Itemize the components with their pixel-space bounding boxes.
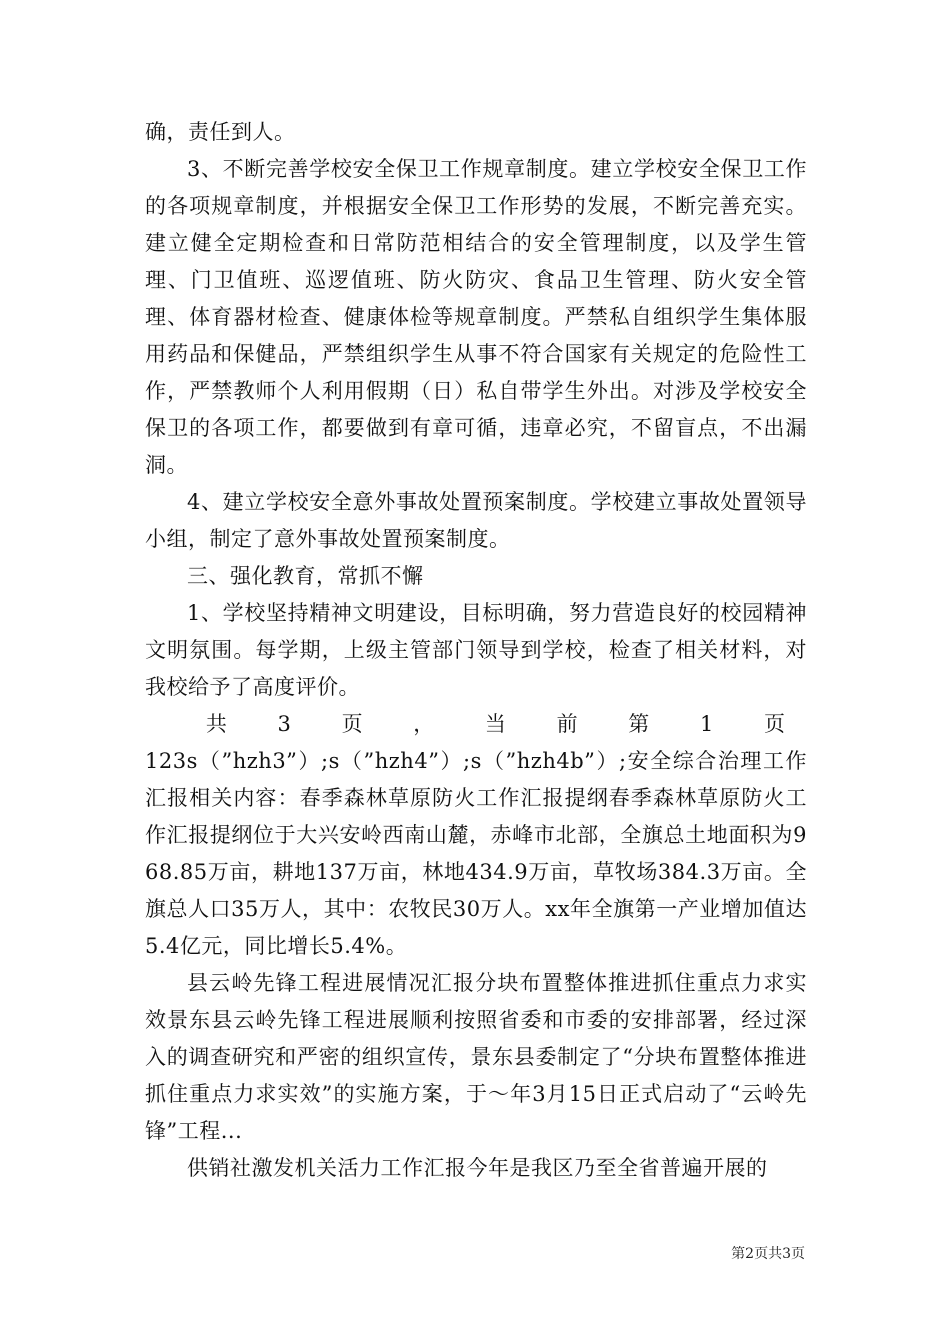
paragraph: 4、建立学校安全意外事故处置预案制度。学校建立事故处置领导小组，制定了意外事故处置预案制度。 [145, 490, 807, 551]
document-body [145, 114, 807, 1187]
paragraph: 3、不断完善学校安全保卫工作规章制度。建立学校安全保卫工作的各项规章制度，并根据安全保卫工作形势的发展，不断完善充实。建立健全定期检查和日常防范相结合的安全管理制度，以及学生管理、门卫值班、巡逻值班、防火防灾、食品卫生管理、防火安全管理、体育器材检查、健康体检等规章制度。严禁私自组织学生集体服用药品和保健品，严禁组织学生从事不符合国家有关规定的危险性工作，严禁教师个人利用假期（日）私自带学生外出。对涉及学校安全保卫的各项工作，都要做到有章可循，违章必究，不留盲点，不出漏洞。 [145, 157, 807, 477]
page-footer: 第2页共3页 [731, 1246, 805, 1262]
paragraph: 县云岭先锋工程进展情况汇报分块布置整体推进抓住重点力求实效景东县云岭先锋工程进展顺利按照省委和市委的安排部署，经过深入的调查研究和严密的组织宣传，景东县委制定了“分块布置整体推进抓住重点力求实效”的实施方案，于～年3月15日正式启动了“云岭先锋”工程... [145, 971, 807, 1143]
page-count-line: 共 3 页 ， 当 前 第 1 页 [205, 712, 807, 736]
paragraph: 确，责任到人。 [145, 120, 296, 144]
paragraph: 供销社激发机关活力工作汇报今年是我区乃至全省普遍开展的 [187, 1156, 768, 1180]
section-heading: 三、强化教育，常抓不懈 [187, 564, 424, 588]
paragraph: 1、学校坚持精神文明建设，目标明确，努力营造良好的校园精神文明氛围。每学期，上级主管部门领导到学校，检查了相关材料，对我校给予了高度评价。 [145, 601, 807, 699]
paragraph: 123s（”hzh3”）;s（”hzh4”）;s（”hzh4b”）;安全综合治理工作汇报相关内容：春季森林草原防火工作汇报提纲春季森林草原防火工作汇报提纲位于大兴安岭西南山麓，赤峰市北部，全旗总土地面积为968.85万亩，耕地137万亩，林地434.9万亩，草牧场384.3万亩。全旗总人口35万人，其中：农牧民30万人。xx年全旗第一产业增加值达5.4亿元，同比增长5.4%。 [145, 749, 807, 958]
